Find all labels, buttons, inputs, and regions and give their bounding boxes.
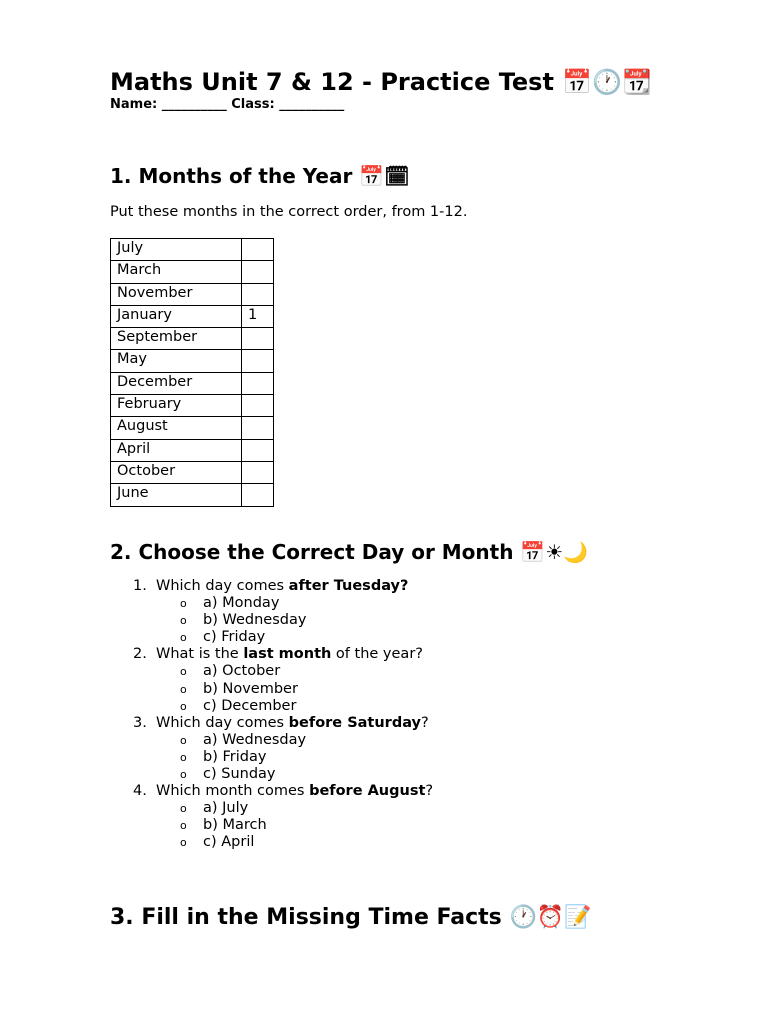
order-number-cell[interactable] — [242, 328, 274, 350]
bullet-icon: o — [180, 836, 187, 850]
month-cell: March — [111, 261, 242, 283]
answer-option[interactable] — [110, 732, 433, 749]
bullet-icon: o — [180, 665, 187, 679]
option-label: b) November — [203, 680, 298, 697]
question-text: Which day comes — [156, 578, 289, 594]
section1-heading: 1. Months of the Year 📅🗓 — [110, 164, 410, 188]
bullet-icon: o — [180, 750, 187, 764]
question-text: What is the — [156, 646, 244, 663]
question-number: 3. — [133, 714, 147, 731]
month-cell: August — [111, 417, 242, 439]
month-cell: January — [111, 305, 242, 327]
section2-heading: 2. Choose the Correct Day or Month 📅☀🌙 — [110, 540, 589, 564]
question-text-end: ? — [421, 714, 429, 731]
question-item — [110, 715, 433, 783]
table-row — [111, 372, 274, 394]
table-row — [111, 395, 274, 417]
month-cell: October — [111, 461, 242, 483]
answer-option[interactable] — [110, 681, 433, 698]
option-label: c) Sunday — [203, 766, 276, 783]
bullet-icon: o — [180, 631, 187, 645]
answer-option[interactable] — [110, 817, 433, 834]
answer-option[interactable] — [110, 834, 433, 851]
table-row — [111, 305, 274, 327]
question-list — [110, 578, 433, 852]
option-label: a) Monday — [203, 595, 280, 612]
page-title: Maths Unit 7 & 12 - Practice Test 📅🕐📆 — [110, 68, 652, 96]
bullet-icon: o — [180, 682, 187, 696]
question-item — [110, 578, 433, 646]
option-list — [156, 663, 433, 714]
bullet-icon: o — [180, 733, 187, 747]
question-item — [110, 783, 433, 851]
answer-option[interactable] — [110, 612, 433, 629]
month-cell: June — [111, 484, 242, 506]
answer-option[interactable] — [110, 766, 433, 783]
answer-option[interactable] — [110, 595, 433, 612]
bullet-icon: o — [180, 768, 187, 782]
question-emphasis: before August — [309, 783, 426, 800]
table-row — [111, 283, 274, 305]
option-label: b) March — [203, 817, 267, 834]
option-label: a) October — [203, 663, 281, 680]
table-row — [111, 239, 274, 261]
question-item — [110, 646, 433, 714]
order-number-cell[interactable] — [242, 484, 274, 506]
month-cell: April — [111, 439, 242, 461]
question-emphasis: last month — [243, 646, 332, 663]
answer-option[interactable] — [110, 698, 433, 715]
section3-heading: 3. Fill in the Missing Time Facts 🕐⏰📝 — [110, 905, 592, 930]
option-list — [156, 732, 433, 783]
bullet-icon: o — [180, 597, 187, 611]
month-cell: November — [111, 283, 242, 305]
option-list — [156, 800, 433, 851]
question-text-end: of the year? — [331, 646, 423, 663]
name-class-line: Name: __________ Class: __________ — [110, 97, 345, 112]
order-number-cell[interactable] — [242, 261, 274, 283]
order-number-cell[interactable] — [242, 417, 274, 439]
table-row — [111, 328, 274, 350]
answer-option[interactable] — [110, 663, 433, 680]
order-number-cell[interactable] — [242, 372, 274, 394]
table-row — [111, 439, 274, 461]
option-label: a) Wednesday — [203, 731, 307, 748]
order-number-cell[interactable] — [242, 439, 274, 461]
question-number: 2. — [133, 646, 147, 663]
bullet-icon: o — [180, 819, 187, 833]
answer-option[interactable] — [110, 800, 433, 817]
bullet-icon: o — [180, 802, 187, 816]
table-row — [111, 417, 274, 439]
bullet-icon: o — [180, 614, 187, 628]
option-label: c) April — [203, 834, 255, 851]
month-cell: December — [111, 372, 242, 394]
table-row — [111, 350, 274, 372]
order-number-cell[interactable] — [242, 350, 274, 372]
month-cell: September — [111, 328, 242, 350]
bullet-icon: o — [180, 699, 187, 713]
question-emphasis: after Tuesday? — [288, 578, 409, 594]
order-number-cell[interactable] — [242, 239, 274, 261]
month-cell: July — [111, 239, 242, 261]
question-emphasis: before Saturday — [288, 714, 421, 731]
order-number-cell[interactable] — [242, 461, 274, 483]
order-number-cell[interactable] — [242, 283, 274, 305]
question-number: 4. — [133, 783, 147, 800]
option-label: a) July — [203, 800, 249, 817]
answer-option[interactable] — [110, 749, 433, 766]
order-number-cell[interactable]: 1 — [242, 305, 274, 327]
month-cell: May — [111, 350, 242, 372]
option-label: c) Friday — [203, 629, 266, 646]
option-label: c) December — [203, 697, 297, 714]
month-cell: February — [111, 395, 242, 417]
order-number-cell[interactable] — [242, 395, 274, 417]
answer-option[interactable] — [110, 629, 433, 646]
option-label: b) Wednesday — [203, 612, 307, 629]
months-table — [110, 238, 274, 507]
table-row — [111, 461, 274, 483]
option-label: b) Friday — [203, 748, 267, 765]
question-text: Which day comes — [156, 714, 289, 731]
table-row — [111, 261, 274, 283]
question-number: 1. — [133, 578, 147, 594]
table-row — [111, 484, 274, 506]
section1-instruction: Put these months in the correct order, from 1-12. — [110, 204, 468, 220]
question-text: Which month comes — [156, 783, 310, 800]
option-list — [156, 595, 433, 646]
question-text-end: ? — [425, 783, 434, 800]
